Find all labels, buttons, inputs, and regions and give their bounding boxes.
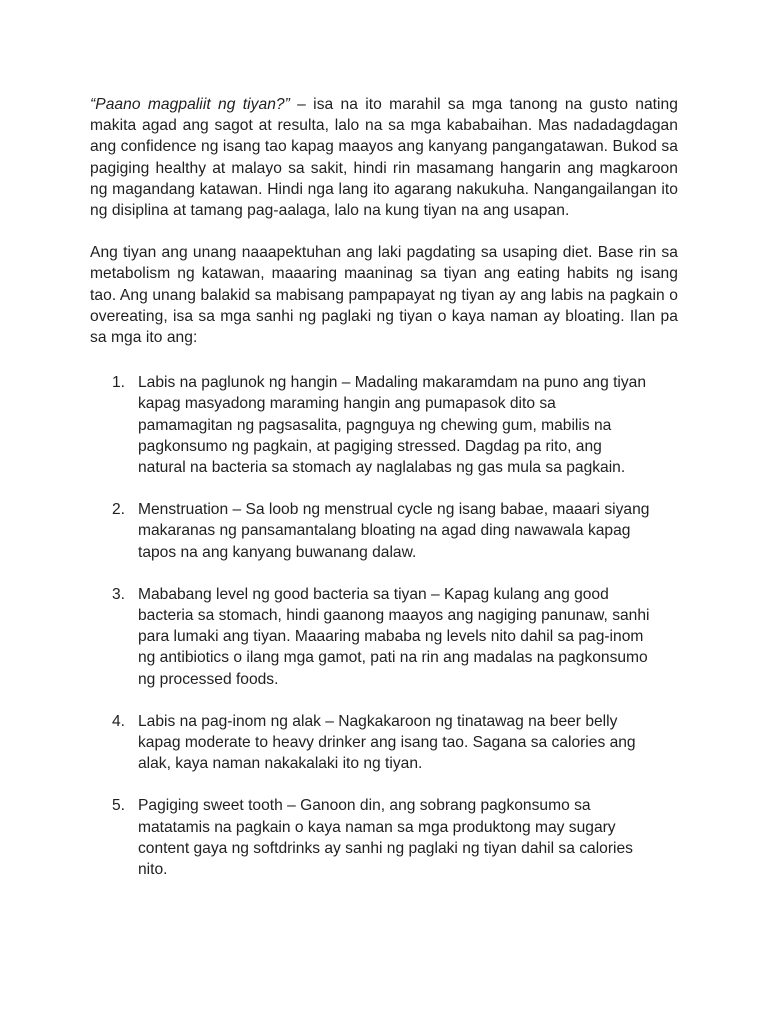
list-item [112,795,652,880]
list-item-text: Menstruation – Sa loob ng menstrual cycle ng isang babae, maaari siyang makaranas ng pansamantalang bloating na agad ding nawawala kapag tapos na ang kanyang buwanang dalaw. [138,501,650,561]
list-item-text: Pagiging sweet tooth – Ganoon din, ang sobrang pagkonsumo sa matatamis na pagkain o kaya naman sa mga produktong may sugary content gaya ng softdrinks ay sanhi ng paglaki ng tiyan dahil sa calories nito. [138,797,633,879]
list-item-number: 4. [112,712,126,730]
causes-list [112,372,652,880]
list-item-number: 5. [112,797,126,815]
intro-question: “Paano magpaliit ng tiyan?” [90,96,290,113]
list-item-text: Labis na pag-inom ng alak – Nagkakaroon ng tinatawag na beer belly kapag moderate to heavy drinker ang isang tao. Sagana sa calories ang alak, kaya naman nakakalaki ito ng tiyan. [138,712,636,773]
list-item-text: Labis na paglunok ng hangin – Madaling makaramdam na puno ang tiyan kapag masyadong maraming hangin ang pumapasok dito sa pamamagitan ng pagsasalita, pagnguya ng chewing gum, mabilis na pagkonsumo ng pagkain, at pagiging stressed. Dagdag pa rito, ang natural na bacteria sa stomach ay naglalabas ng gas mula sa pagkain. [138,374,647,477]
intro-text: – isa na ito marahil sa mga tanong na gusto nating makita agad ang sagot at resulta, lalo na sa mga kababaihan. Mas nadadagdagan ang confidence ng isang tao kapag maayos ang kanyang pangangatawan. Bukod sa pagiging healthy at malayo sa sakit, hindi rin masamang hangarin ang magkaroon ng magandang katawan. Hindi nga lang ito agarang nakukuha. Nangangailangan ito ng disiplina at tamang pag-aalaga, lalo na kung tiyan na ang usapan. [90,96,679,220]
list-item [112,372,652,478]
list-item [112,711,652,775]
document-page [90,94,678,880]
list-item [112,499,652,563]
list-item-number: 1. [112,374,126,392]
intro-paragraph [90,94,678,221]
list-item [112,584,652,690]
second-paragraph: Ang tiyan ang unang naaapektuhan ang laki pagdating sa usaping diet. Base rin sa metabolism ng katawan, maaaring maaninag sa tiyan ang eating habits ng isang tao. Ang unang balakid sa mabisang pampapayat ng tiyan ay ang labis na pagkain o overeating, isa sa mga sanhi ng paglaki ng tiyan o kaya naman ay bloating. Ilan pa sa mga ito ang: [90,244,678,347]
list-item-number: 2. [112,501,126,519]
list-item-text: Mababang level ng good bacteria sa tiyan – Kapag kulang ang good bacteria sa stomach, hindi gaanong maayos ang nagiging panunaw, sanhi para lumaki ang tiyan. Maaaring mababa ng levels nito dahil sa pag-inom ng antibiotics o ilang mga gamot, pati na rin ang madalas na pagkonsumo ng processed foods. [138,585,650,688]
list-item-number: 3. [112,585,126,603]
